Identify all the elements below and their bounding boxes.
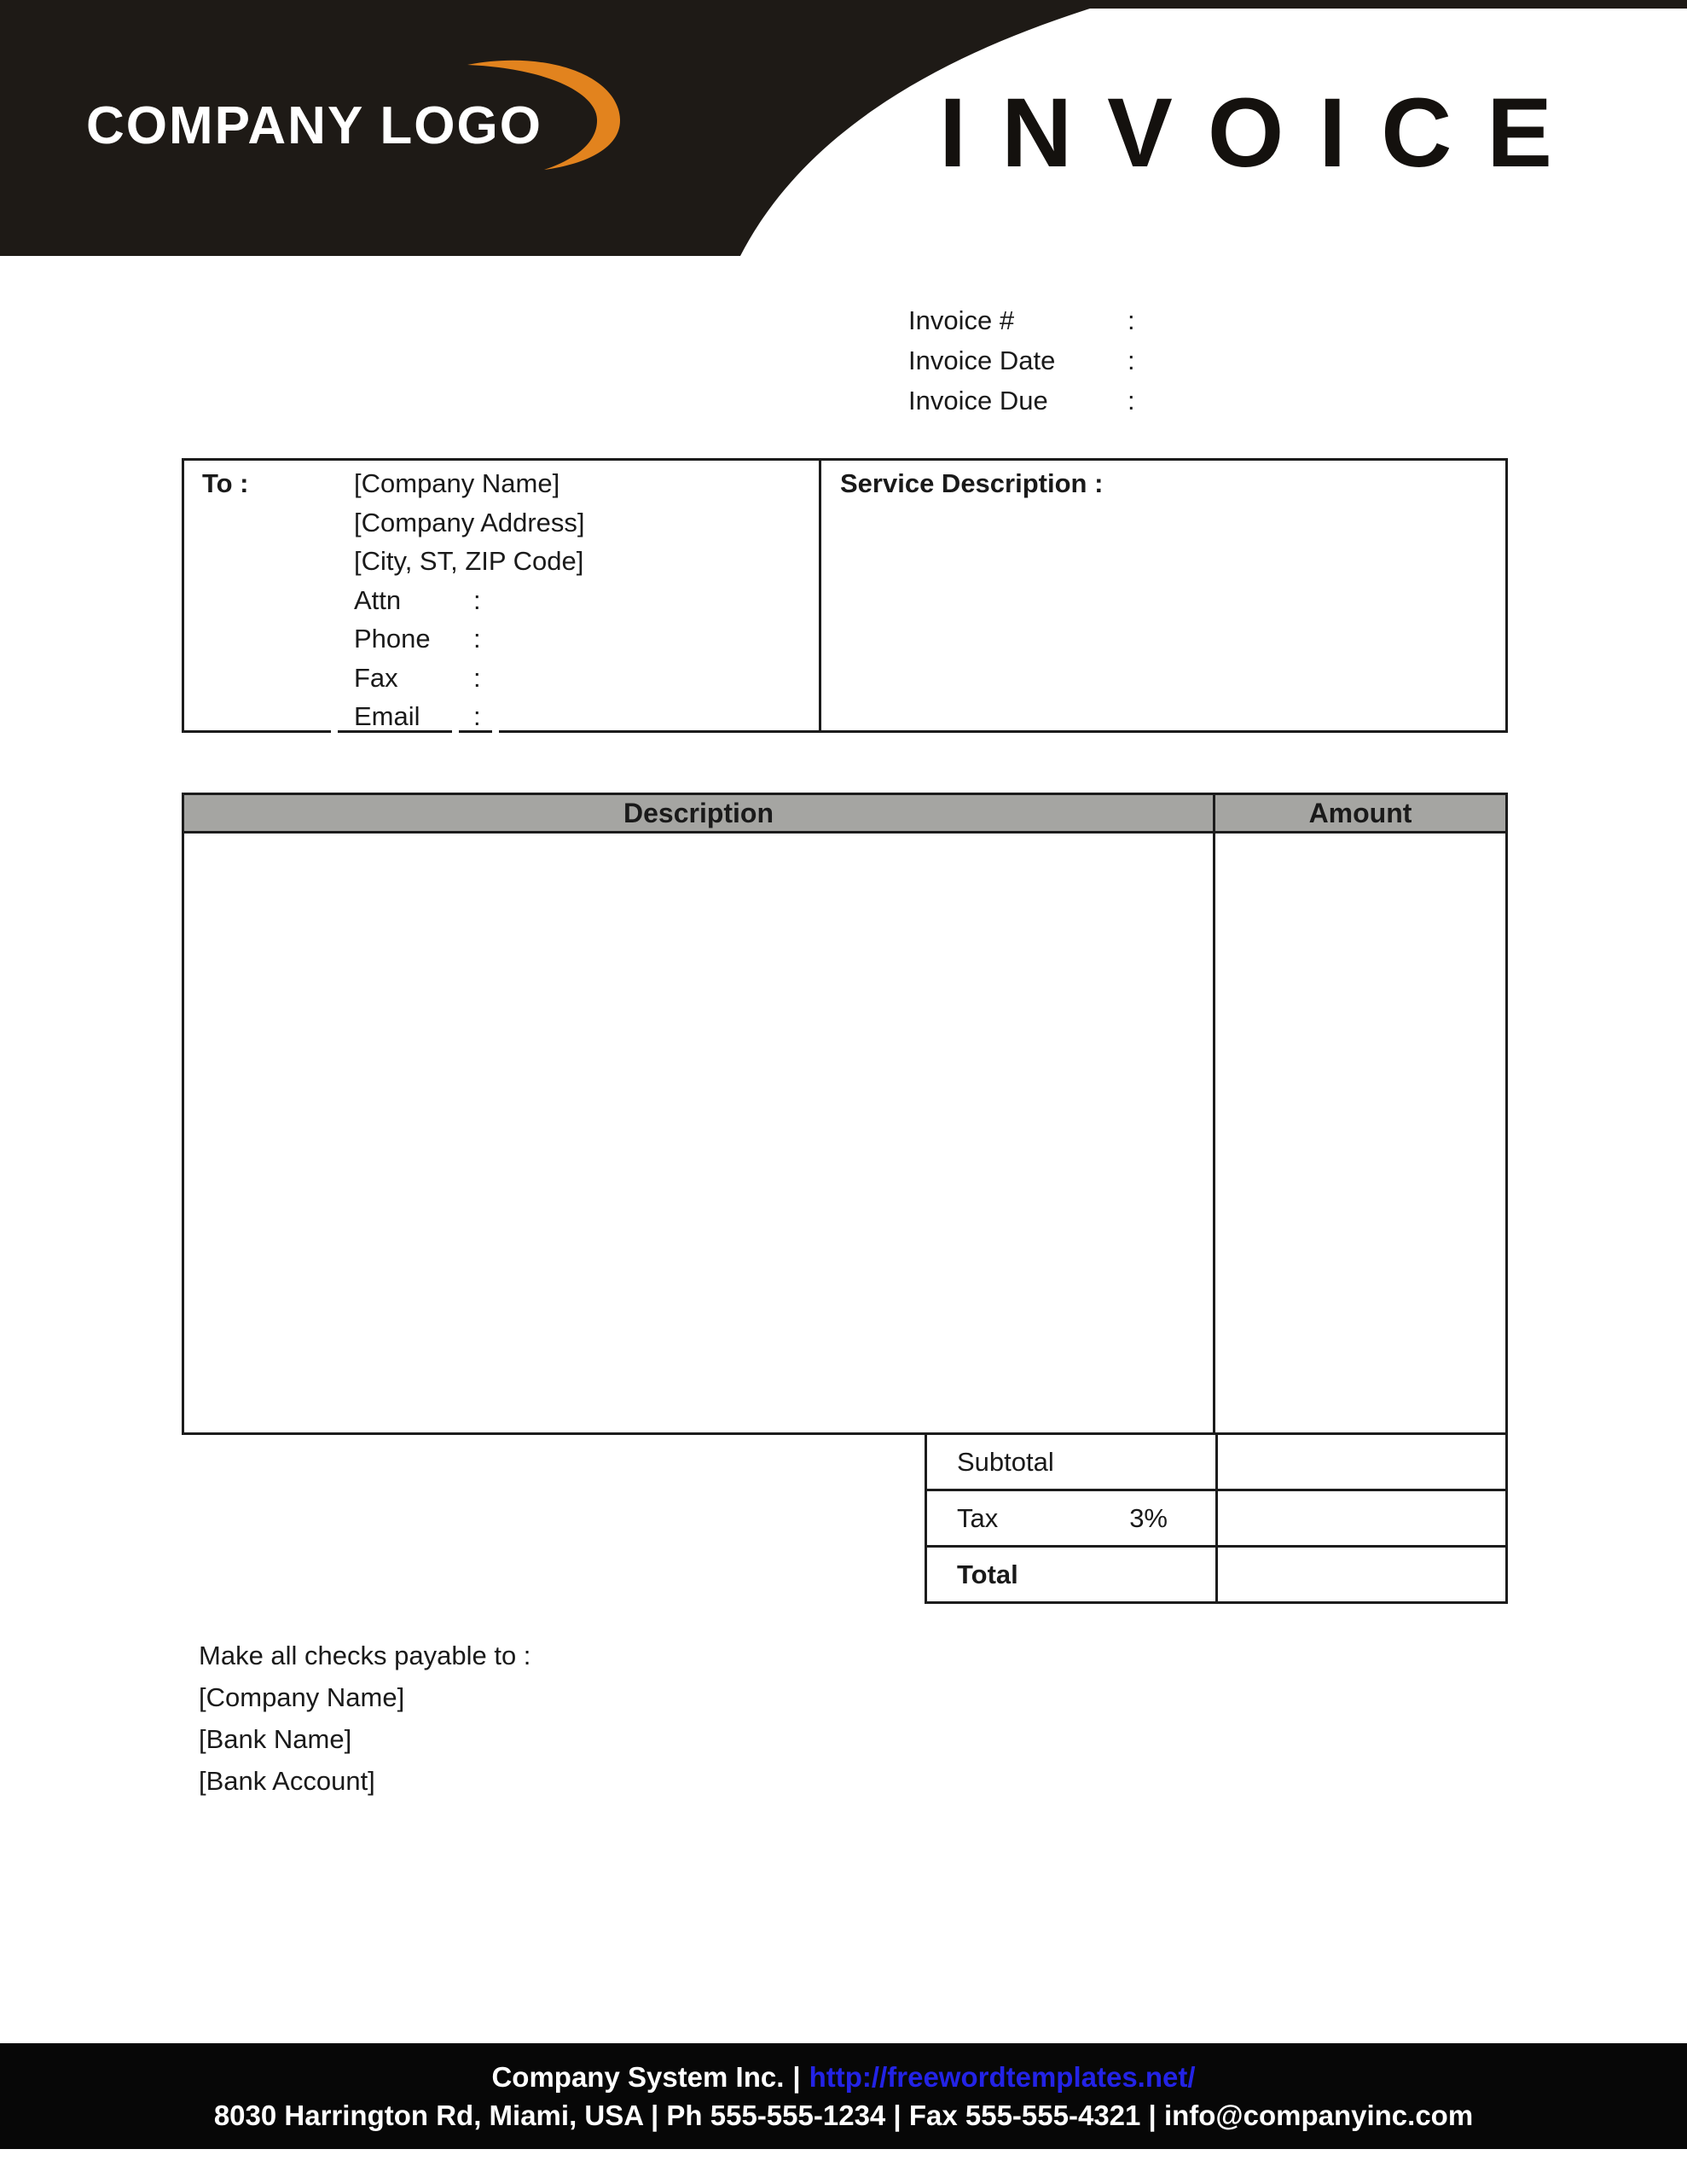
subtotal-row [927, 1435, 1505, 1491]
email-label: Email [354, 701, 420, 731]
invoice-number-row [908, 300, 1238, 340]
fax-row [354, 659, 585, 698]
payable-bank-account: [Bank Account] [199, 1766, 375, 1796]
footer-address-line: 8030 Harrington Rd, Miami, USA | Ph 555-555-1234 | Fax 555-555-4321 | info@companyinc.com [213, 2100, 1474, 2131]
total-label-cell [927, 1548, 1218, 1601]
attn-label: Attn [354, 584, 402, 615]
border-gap [452, 730, 459, 733]
tax-label-cell [927, 1491, 1218, 1545]
company-name-line: [Company Name] [354, 468, 560, 498]
subtotal-label-cell [927, 1435, 1218, 1489]
phone-row [354, 619, 585, 659]
items-table [182, 793, 1508, 1435]
payable-block [199, 1635, 530, 1802]
items-table-body [182, 834, 1508, 1435]
company-logo: COMPANY LOGO [86, 96, 542, 155]
footer-separator: | [792, 2061, 801, 2093]
tax-label: Tax [957, 1502, 999, 1533]
items-table-header [182, 793, 1508, 834]
invoice-due-row [908, 380, 1238, 421]
subtotal-amount [1218, 1435, 1505, 1489]
invoice-due-colon: : [1128, 386, 1135, 415]
subtotal-label: Subtotal [957, 1446, 1054, 1477]
city-state-zip-line: [City, ST, ZIP Code] [354, 546, 584, 576]
amount-cell-empty [1215, 834, 1505, 1432]
invoice-due-label: Invoice Due [908, 386, 1048, 415]
footer-company-line [491, 2058, 1195, 2096]
payable-intro: Make all checks payable to : [199, 1641, 531, 1670]
service-description-label: Service Description : [840, 468, 1104, 498]
footer-company-name: Company System Inc. [491, 2061, 785, 2093]
service-description-cell [840, 464, 1499, 503]
total-amount [1218, 1548, 1505, 1601]
email-row [354, 697, 585, 736]
amount-column-header: Amount [1308, 797, 1412, 828]
phone-label: Phone [354, 624, 431, 653]
header-banner [0, 0, 1687, 256]
summary-table [925, 1435, 1508, 1604]
border-gap [331, 730, 338, 733]
tax-row [927, 1491, 1505, 1548]
email-colon: : [473, 701, 481, 731]
fax-colon: : [473, 662, 481, 693]
description-cell-empty [184, 834, 1215, 1432]
invoice-date-colon: : [1128, 346, 1135, 375]
tax-amount [1218, 1491, 1505, 1545]
footer-bar [0, 2043, 1687, 2149]
total-row [927, 1548, 1505, 1604]
bill-to-box [182, 458, 1508, 733]
bill-to-divider [819, 461, 821, 730]
phone-colon: : [473, 624, 481, 653]
to-label: To : [202, 468, 249, 498]
payable-company-name: [Company Name] [199, 1682, 405, 1712]
invoice-date-label: Invoice Date [908, 346, 1056, 375]
description-column-header: Description [184, 795, 1215, 831]
invoice-number-colon: : [1128, 305, 1135, 335]
total-label: Total [957, 1559, 1018, 1589]
tax-rate-value: 3% [1129, 1502, 1168, 1533]
invoice-number-label: Invoice # [908, 305, 1015, 335]
fax-label: Fax [354, 662, 398, 693]
invoice-date-row [908, 340, 1238, 380]
company-address-line: [Company Address] [354, 507, 585, 537]
invoice-meta-block [908, 300, 1238, 421]
bill-to-address [354, 464, 585, 736]
border-gap [492, 730, 499, 733]
attn-row [354, 581, 585, 620]
page-title: INVOICE [939, 78, 1587, 188]
attn-colon: : [473, 584, 481, 615]
payable-bank-name: [Bank Name] [199, 1724, 352, 1754]
footer-website-link[interactable]: http://freewordtemplates.net/ [809, 2061, 1196, 2093]
